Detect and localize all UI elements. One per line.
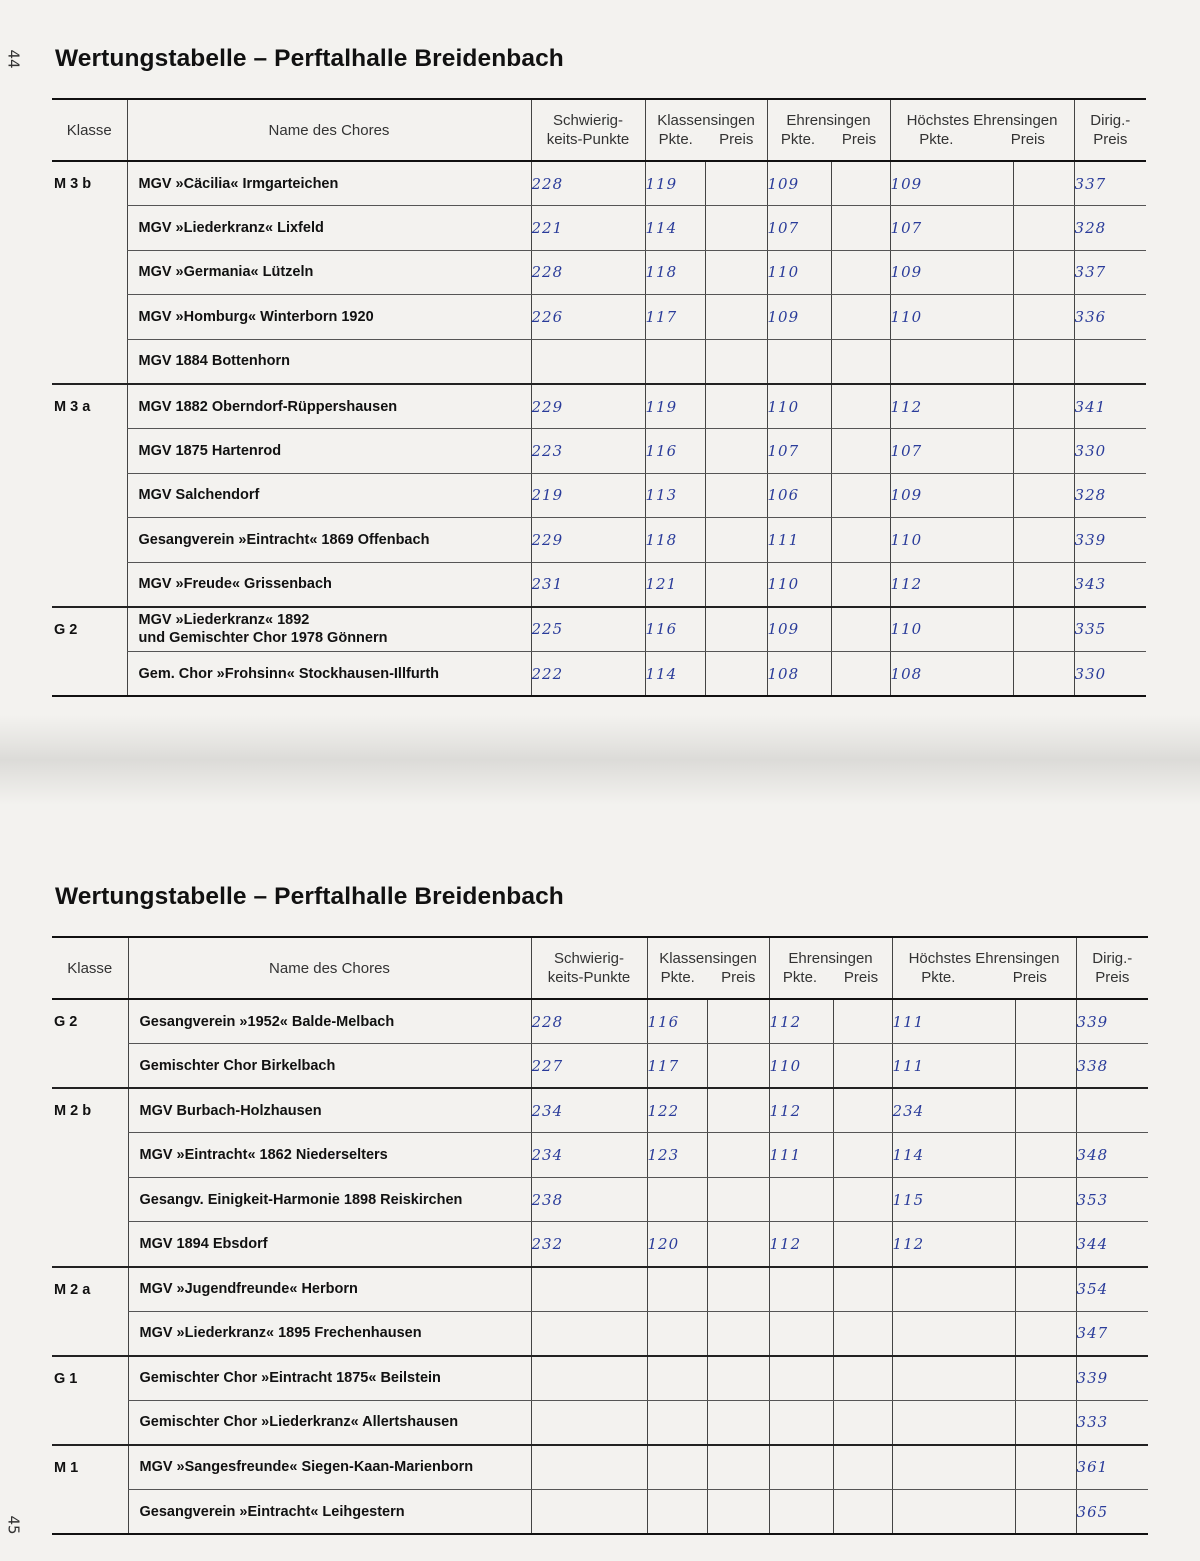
ehren-pkte-cell [769,1311,833,1356]
table-row [52,1222,1148,1267]
page-fold-shadow [0,715,1200,805]
klassen-preis-cell [705,429,767,474]
ehren-preis-cell [831,250,890,295]
klassen-pkte-cell [647,1311,707,1356]
hoechst-preis-cell [1015,1311,1076,1356]
ehren-preis-cell [831,652,890,697]
klassen-preis-cell [705,339,767,384]
klassen-pkte-cell: 116 [645,607,705,652]
klassen-pkte-cell: 122 [647,1088,707,1133]
choir-name: MGV 1875 Hartenrod [127,429,531,474]
ehren-pkte-cell [769,1400,833,1445]
schwierig-cell: 234 [531,1133,647,1178]
choir-name: MGV Burbach-Holzhausen [128,1088,531,1133]
hoechst-preis-cell [1013,206,1074,251]
table-row [52,1044,1148,1089]
klassen-preis-cell [707,1445,769,1490]
table-header [52,99,1146,161]
klassen-preis-cell [707,1490,769,1535]
hoechst-preis-cell [1015,1267,1076,1312]
klassen-preis-cell [705,518,767,563]
ehren-pkte-cell: 110 [767,384,831,429]
hoechst-pkte-cell [890,339,1013,384]
klassen-preis-cell [707,1400,769,1445]
table-row [52,1311,1148,1356]
header-klasse: Klasse [66,121,112,139]
table-row [52,1356,1148,1401]
klasse-cell: G 2 [52,999,128,1088]
klassen-pkte-cell: 119 [645,161,705,206]
dirig-cell: 335 [1074,607,1146,652]
dirig-cell: 347 [1076,1311,1148,1356]
schwierig-cell: 225 [531,607,645,652]
dirig-cell: 354 [1076,1267,1148,1312]
klassen-pkte-cell: 120 [647,1222,707,1267]
hoechst-preis-cell [1015,1400,1076,1445]
dirig-cell: 339 [1076,1356,1148,1401]
schwierig-cell: 232 [531,1222,647,1267]
klassen-preis-cell [707,1311,769,1356]
ehren-pkte-cell: 111 [767,518,831,563]
klassen-preis-cell [707,1222,769,1267]
hoechst-preis-cell [1013,384,1074,429]
table-row [52,384,1146,429]
schwierig-cell [531,1445,647,1490]
hoechst-pkte-cell [892,1490,1015,1535]
ehren-pkte-cell: 112 [769,1222,833,1267]
hoechst-pkte-cell: 115 [892,1177,1015,1222]
hoechst-preis-cell [1013,652,1074,697]
dirig-cell: 339 [1076,999,1148,1044]
choir-name: MGV »Liederkranz« Lixfeld [127,206,531,251]
dirig-cell: 361 [1076,1445,1148,1490]
header-dirig: Dirig.- Preis [1074,99,1146,161]
ehren-pkte-cell: 106 [767,473,831,518]
hoechst-pkte-cell: 234 [892,1088,1015,1133]
ehren-pkte-cell [767,339,831,384]
klassen-preis-cell [707,1356,769,1401]
hoechst-preis-cell [1015,1177,1076,1222]
dirig-cell: 365 [1076,1490,1148,1535]
ehren-pkte-cell: 109 [767,161,831,206]
ehren-preis-cell [833,1177,892,1222]
table-row [52,206,1146,251]
hoechst-pkte-cell: 109 [890,473,1013,518]
schwierig-cell [531,1267,647,1312]
choir-name: MGV 1894 Ebsdorf [128,1222,531,1267]
klassen-pkte-cell [647,1445,707,1490]
schwierig-cell: 229 [531,518,645,563]
klassen-pkte-cell: 114 [645,652,705,697]
schwierig-cell: 231 [531,562,645,607]
dirig-cell: 339 [1074,518,1146,563]
hoechst-preis-cell [1015,1133,1076,1178]
dirig-cell [1076,1088,1148,1133]
hoechst-pkte-cell: 108 [890,652,1013,697]
ehren-preis-cell [833,1222,892,1267]
choir-name: Gesangverein »Eintracht« Leihgestern [128,1490,531,1535]
hoechst-preis-cell [1013,518,1074,563]
schwierig-cell: 228 [531,161,645,206]
ehren-preis-cell [831,429,890,474]
ehren-pkte-cell [769,1177,833,1222]
choir-name: MGV »Liederkranz« 1895 Frechenhausen [128,1311,531,1356]
hoechst-pkte-cell [892,1356,1015,1401]
score-table [52,98,1146,697]
ehren-pkte-cell: 109 [767,295,831,340]
hoechst-pkte-cell: 110 [890,295,1013,340]
hoechst-pkte-cell: 107 [890,429,1013,474]
hoechst-preis-cell [1015,1356,1076,1401]
ehren-preis-cell [833,1400,892,1445]
hoechst-pkte-cell: 114 [892,1133,1015,1178]
table-row [52,562,1146,607]
klassen-pkte-cell: 116 [645,429,705,474]
header-schwierig: Schwierig- keits-Punkte [531,937,647,999]
page-number: 44 [4,49,23,69]
schwierig-cell [531,1356,647,1401]
dirig-cell: 328 [1074,473,1146,518]
ehren-preis-cell [831,562,890,607]
table-row [52,339,1146,384]
klassen-pkte-cell: 116 [647,999,707,1044]
table-row [52,429,1146,474]
ehren-preis-cell [833,1267,892,1312]
klassen-preis-cell [705,250,767,295]
choir-name: MGV »Freude« Grissenbach [127,562,531,607]
hoechst-pkte-cell [892,1311,1015,1356]
klassen-preis-cell [707,1088,769,1133]
klasse-cell: M 1 [52,1445,128,1534]
choir-name: Gemischter Chor »Liederkranz« Allertshausen [128,1400,531,1445]
hoechst-preis-cell [1013,161,1074,206]
hoechst-pkte-cell: 112 [890,562,1013,607]
dirig-cell: 344 [1076,1222,1148,1267]
dirig-cell: 333 [1076,1400,1148,1445]
ehren-preis-cell [831,473,890,518]
dirig-cell: 336 [1074,295,1146,340]
header-klassensingen: Klassensingen Pkte. Preis [645,99,767,161]
ehren-pkte-cell: 110 [767,562,831,607]
dirig-cell: 330 [1074,652,1146,697]
klassen-preis-cell [705,473,767,518]
klassen-pkte-cell: 121 [645,562,705,607]
page-title: Wertungstabelle – Perftalhalle Breidenbach [55,883,564,910]
klassen-preis-cell [707,999,769,1044]
ehren-pkte-cell: 107 [767,429,831,474]
ehren-preis-cell [833,1445,892,1490]
hoechst-preis-cell [1013,339,1074,384]
klassen-preis-cell [705,206,767,251]
klassen-pkte-cell: 118 [645,250,705,295]
klasse-cell: M 3 a [52,384,127,607]
klassen-pkte-cell: 119 [645,384,705,429]
header-klassensingen: Klassensingen Pkte. Preis [647,937,769,999]
schwierig-cell: 234 [531,1088,647,1133]
klassen-pkte-cell: 117 [645,295,705,340]
schwierig-cell: 238 [531,1177,647,1222]
dirig-cell: 353 [1076,1177,1148,1222]
ehren-preis-cell [833,1356,892,1401]
ehren-preis-cell [831,384,890,429]
ehren-preis-cell [833,999,892,1044]
schwierig-cell: 222 [531,652,645,697]
hoechst-pkte-cell: 107 [890,206,1013,251]
choir-name: MGV »Liederkranz« 1892 und Gemischter Chor 1978 Gönnern [127,607,531,652]
klassen-pkte-cell [647,1490,707,1535]
ehren-pkte-cell: 112 [769,999,833,1044]
ehren-preis-cell [833,1490,892,1535]
ehren-pkte-cell: 108 [767,652,831,697]
choir-name: Gem. Chor »Frohsinn« Stockhausen-Illfurth [127,652,531,697]
klassen-pkte-cell [647,1267,707,1312]
dirig-cell: 348 [1076,1133,1148,1178]
choir-name: MGV »Germania« Lützeln [127,250,531,295]
klassen-preis-cell [707,1133,769,1178]
choir-name: Gesangv. Einigkeit-Harmonie 1898 Reiskirchen [128,1177,531,1222]
hoechst-preis-cell [1013,473,1074,518]
header-name: Name des Chores [127,99,531,161]
klassen-pkte-cell: 117 [647,1044,707,1089]
table-header [52,937,1148,999]
choir-name: MGV »Homburg« Winterborn 1920 [127,295,531,340]
schwierig-cell: 228 [531,999,647,1044]
header-ehrensingen: Ehrensingen Pkte. Preis [767,99,890,161]
choir-name: MGV »Sangesfreunde« Siegen-Kaan-Marienborn [128,1445,531,1490]
klassen-preis-cell [705,607,767,652]
page-title: Wertungstabelle – Perftalhalle Breidenbach [55,45,564,72]
hoechst-preis-cell [1013,250,1074,295]
hoechst-preis-cell [1013,607,1074,652]
klassen-pkte-cell: 113 [645,473,705,518]
choir-name: Gemischter Chor »Eintracht 1875« Beilstein [128,1356,531,1401]
ehren-preis-cell [831,206,890,251]
hoechst-preis-cell [1015,1044,1076,1089]
schwierig-cell [531,1400,647,1445]
hoechst-preis-cell [1015,1490,1076,1535]
schwierig-cell: 229 [531,384,645,429]
ehren-pkte-cell [769,1445,833,1490]
hoechst-preis-cell [1015,999,1076,1044]
choir-name: MGV 1884 Bottenhorn [127,339,531,384]
table-row [52,1400,1148,1445]
table-row [52,1177,1148,1222]
hoechst-pkte-cell: 109 [890,161,1013,206]
table-row [52,1267,1148,1312]
ehren-preis-cell [833,1088,892,1133]
header-hoechstes-ehrensingen: Höchstes Ehrensingen Pkte. Preis [892,937,1076,999]
klasse-cell: M 3 b [52,161,127,384]
header-ehrensingen: Ehrensingen Pkte. Preis [769,937,892,999]
klasse-cell: G 2 [52,607,127,696]
ehren-preis-cell [831,161,890,206]
hoechst-pkte-cell: 112 [892,1222,1015,1267]
table-row [52,1133,1148,1178]
dirig-cell [1074,339,1146,384]
header-dirig: Dirig.- Preis [1076,937,1148,999]
schwierig-cell [531,1490,647,1535]
hoechst-pkte-cell [892,1400,1015,1445]
table-row [52,161,1146,206]
choir-name: MGV »Eintracht« 1862 Niederselters [128,1133,531,1178]
klassen-pkte-cell: 114 [645,206,705,251]
table-row [52,1490,1148,1535]
table-body [52,161,1146,696]
page-number: 45 [4,1515,23,1535]
header-klasse: Klasse [67,959,113,977]
table-row [52,999,1148,1044]
hoechst-pkte-cell: 110 [890,518,1013,563]
schwierig-cell: 226 [531,295,645,340]
table-row [52,652,1146,697]
ehren-pkte-cell: 110 [769,1044,833,1089]
klassen-preis-cell [707,1044,769,1089]
ehren-preis-cell [831,518,890,563]
choir-name: Gesangverein »Eintracht« 1869 Offenbach [127,518,531,563]
hoechst-pkte-cell: 110 [890,607,1013,652]
klassen-preis-cell [705,295,767,340]
hoechst-pkte-cell: 111 [892,1044,1015,1089]
ehren-pkte-cell: 109 [767,607,831,652]
hoechst-preis-cell [1015,1088,1076,1133]
ehren-pkte-cell: 110 [767,250,831,295]
ehren-preis-cell [833,1044,892,1089]
ehren-pkte-cell [769,1356,833,1401]
klasse-cell: G 1 [52,1356,128,1445]
table-body [52,999,1148,1534]
klassen-pkte-cell [647,1177,707,1222]
klassen-pkte-cell [645,339,705,384]
score-table [52,936,1148,1535]
header-hoechstes-ehrensingen: Höchstes Ehrensingen Pkte. Preis [890,99,1074,161]
klassen-pkte-cell: 118 [645,518,705,563]
dirig-cell: 343 [1074,562,1146,607]
dirig-cell: 337 [1074,161,1146,206]
dirig-cell: 337 [1074,250,1146,295]
hoechst-pkte-cell: 111 [892,999,1015,1044]
klassen-preis-cell [705,384,767,429]
hoechst-pkte-cell [892,1445,1015,1490]
hoechst-pkte-cell: 112 [890,384,1013,429]
hoechst-pkte-cell [892,1267,1015,1312]
dirig-cell: 341 [1074,384,1146,429]
table-row [52,295,1146,340]
klassen-pkte-cell [647,1400,707,1445]
klassen-preis-cell [705,562,767,607]
dirig-cell: 330 [1074,429,1146,474]
choir-name: MGV 1882 Oberndorf-Rüppershausen [127,384,531,429]
table-row [52,473,1146,518]
schwierig-cell [531,1311,647,1356]
hoechst-preis-cell [1013,295,1074,340]
klassen-preis-cell [707,1267,769,1312]
header-name: Name des Chores [128,937,531,999]
ehren-preis-cell [833,1133,892,1178]
ehren-pkte-cell [769,1490,833,1535]
choir-name: Gemischter Chor Birkelbach [128,1044,531,1089]
hoechst-preis-cell [1015,1222,1076,1267]
table-row [52,518,1146,563]
klassen-pkte-cell: 123 [647,1133,707,1178]
ehren-pkte-cell: 111 [769,1133,833,1178]
klasse-cell: M 2 b [52,1088,128,1266]
choir-name: MGV »Cäcilia« Irmgarteichen [127,161,531,206]
dirig-cell: 338 [1076,1044,1148,1089]
choir-name: MGV »Jugendfreunde« Herborn [128,1267,531,1312]
schwierig-cell: 219 [531,473,645,518]
ehren-preis-cell [831,295,890,340]
header-schwierig: Schwierig- keits-Punkte [531,99,645,161]
hoechst-preis-cell [1013,562,1074,607]
klassen-pkte-cell [647,1356,707,1401]
table-row [52,1088,1148,1133]
ehren-pkte-cell [769,1267,833,1312]
schwierig-cell [531,339,645,384]
ehren-pkte-cell: 112 [769,1088,833,1133]
ehren-preis-cell [831,339,890,384]
choir-name: MGV Salchendorf [127,473,531,518]
ehren-pkte-cell: 107 [767,206,831,251]
ehren-preis-cell [833,1311,892,1356]
klasse-cell: M 2 a [52,1267,128,1356]
klassen-preis-cell [705,652,767,697]
hoechst-preis-cell [1015,1445,1076,1490]
klassen-preis-cell [707,1177,769,1222]
schwierig-cell: 223 [531,429,645,474]
dirig-cell: 328 [1074,206,1146,251]
ehren-preis-cell [831,607,890,652]
schwierig-cell: 227 [531,1044,647,1089]
table-row [52,250,1146,295]
table-row [52,1445,1148,1490]
table-row [52,607,1146,652]
choir-name: Gesangverein »1952« Balde-Melbach [128,999,531,1044]
schwierig-cell: 221 [531,206,645,251]
hoechst-pkte-cell: 109 [890,250,1013,295]
klassen-preis-cell [705,161,767,206]
schwierig-cell: 228 [531,250,645,295]
hoechst-preis-cell [1013,429,1074,474]
